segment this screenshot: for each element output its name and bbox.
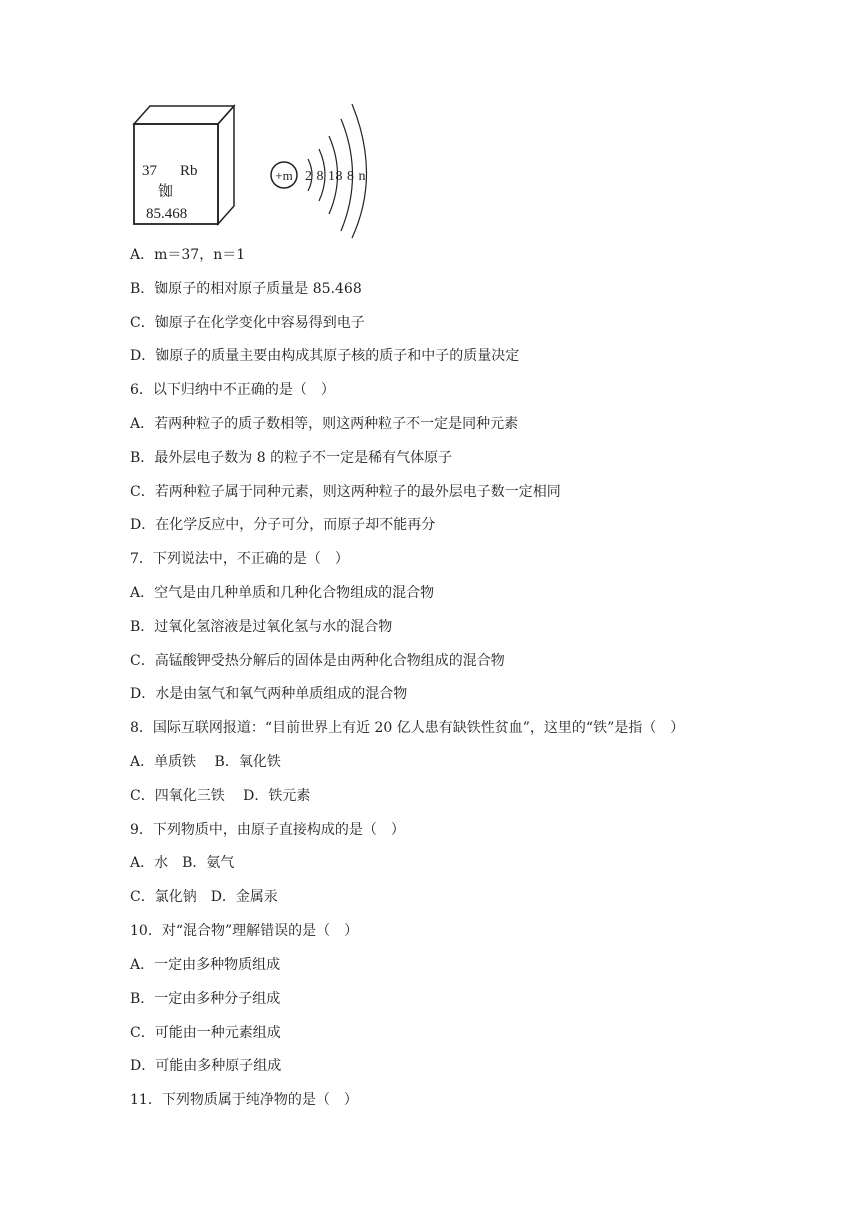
- option-5c: C．铷原子在化学变化中容易得到电子: [130, 315, 365, 331]
- option-6b: B．最外层电子数为 8 的粒子不一定是稀有气体原子: [130, 450, 453, 466]
- option-7d: D．水是由氢气和氧气两种单质组成的混合物: [130, 686, 408, 702]
- options-9cd: C．氯化钠 D．金属汞: [130, 889, 278, 905]
- option-7c: C．高锰酸钾受热分解后的固体是由两种化合物组成的混合物: [130, 653, 505, 669]
- option-5a: A．m＝37，n＝1: [130, 247, 246, 263]
- atom-structure: [271, 104, 367, 238]
- element-symbol: Rb: [180, 163, 198, 179]
- question-9: 9．下列物质中，由原子直接构成的是（ ）: [130, 822, 405, 838]
- atomic-number: 37: [142, 163, 157, 179]
- question-10: 10．对“混合物”理解错误的是（ ）: [130, 923, 359, 939]
- option-10d: D．可能由多种原子组成: [130, 1058, 282, 1074]
- option-7b: B．过氧化氢溶液是过氧化氢与水的混合物: [130, 619, 393, 635]
- option-6c: C．若两种粒子属于同种元素，则这两种粒子的最外层电子数一定相同: [130, 484, 561, 500]
- options-8cd: C．四氧化三铁 D．铁元素: [130, 788, 311, 804]
- question-6: 6．以下归纳中不正确的是（ ）: [130, 382, 335, 398]
- nucleus-label: +m: [275, 168, 293, 183]
- option-10c: C．可能由一种元素组成: [130, 1025, 281, 1041]
- rubidium-diagram: [130, 102, 380, 240]
- option-5b: B．铷原子的相对原子质量是 85.468: [130, 281, 362, 297]
- rubidium-figure: [130, 102, 380, 240]
- tile-top-face: [134, 106, 234, 124]
- question-7: 7．下列说法中，不正确的是（ ）: [130, 551, 349, 567]
- option-7a: A．空气是由几种单质和几种化合物组成的混合物: [130, 585, 435, 601]
- element-name: 铷: [158, 184, 174, 200]
- question-11: 11．下列物质属于纯净物的是（ ）: [130, 1092, 358, 1108]
- atomic-mass: 85.468: [146, 206, 188, 222]
- options-8ab: A．单质铁 B．氧化铁: [130, 754, 281, 770]
- option-5d: D．铷原子的质量主要由构成其原子核的质子和中子的质量决定: [130, 348, 520, 364]
- option-10a: A．一定由多种物质组成: [130, 957, 281, 973]
- shell-electron-counts: 2 8 18 8 n: [305, 169, 366, 184]
- tile-side-face: [218, 106, 234, 224]
- element-tile: [134, 106, 234, 224]
- question-8: 8．国际互联网报道：“目前世界上有近 20 亿人患有缺铁性贫血”，这里的“铁”是指（ ）: [130, 720, 685, 736]
- option-6a: A．若两种粒子的质子数相等，则这两种粒子不一定是同种元素: [130, 416, 519, 432]
- option-6d: D．在化学反应中，分子可分，而原子却不能再分: [130, 517, 436, 533]
- options-9ab: A．水 B．氨气: [130, 855, 235, 871]
- option-10b: B．一定由多种分子组成: [130, 991, 281, 1007]
